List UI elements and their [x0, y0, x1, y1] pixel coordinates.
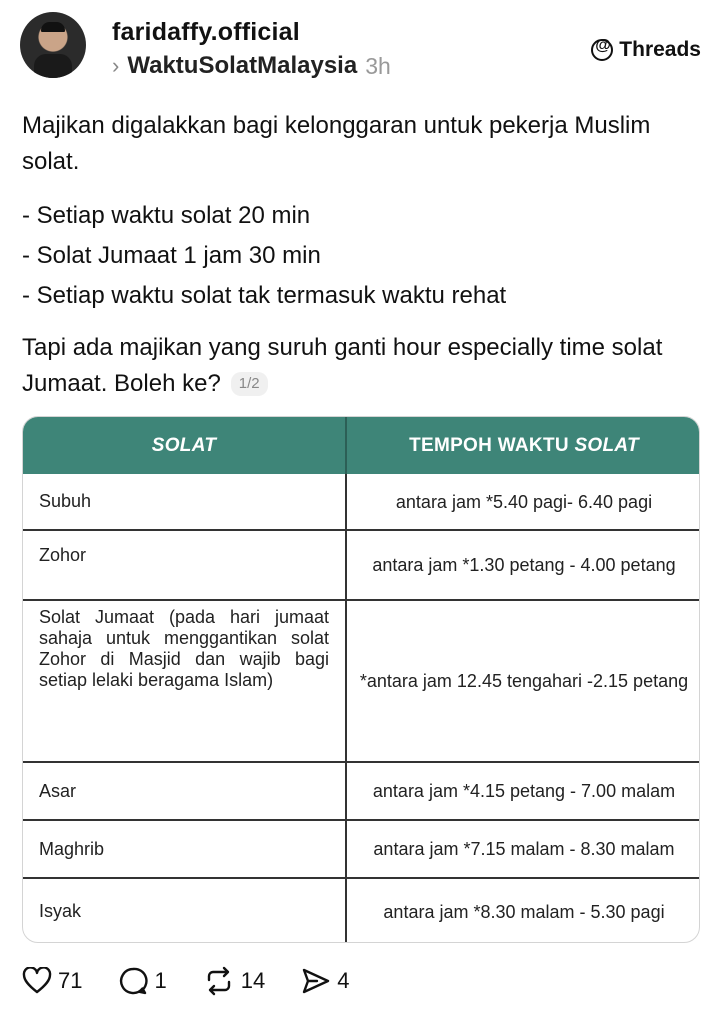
threads-logo-icon	[591, 39, 613, 61]
cell-tempoh: antara jam *1.30 petang - 4.00 petang	[346, 530, 700, 600]
post-header	[0, 0, 723, 100]
post-paragraph-2	[22, 330, 702, 402]
post-paragraph-1: Majikan digalakkan bagi kelonggaran untuk pekerja Muslim solat.	[22, 112, 651, 175]
prayer-time-table	[23, 417, 700, 943]
cell-tempoh: antara jam *8.30 malam - 5.30 pagi	[346, 878, 700, 943]
post-time: 3h	[365, 52, 391, 79]
cell-solat: Subuh	[23, 474, 346, 530]
comment-icon	[118, 966, 148, 996]
table-row	[23, 474, 700, 530]
like-button[interactable]	[22, 967, 82, 995]
table-row	[23, 530, 700, 600]
username[interactable]: faridaffy.official	[112, 18, 300, 46]
chevron-right-icon: ›	[112, 53, 120, 78]
share-count: 4	[337, 968, 350, 993]
table-header-solat: SOLAT	[23, 417, 346, 474]
attached-image-table[interactable]	[22, 416, 700, 943]
channel-name[interactable]: WaktuSolatMalaysia	[127, 52, 358, 79]
cell-tempoh: antara jam *4.15 petang - 7.00 malam	[346, 762, 700, 820]
threads-label: Threads	[619, 38, 701, 61]
table-row	[23, 820, 700, 878]
reply-count: 1	[154, 968, 167, 993]
page-indicator: 1/2	[231, 372, 268, 396]
breadcrumb	[112, 52, 391, 80]
repost-icon	[203, 966, 235, 996]
table-header-tempoh: TEMPOH WAKTU SOLAT	[346, 417, 700, 474]
cell-tempoh: antara jam *5.40 pagi- 6.40 pagi	[346, 474, 700, 530]
list-item: - Solat Jumaat 1 jam 30 min	[22, 242, 321, 269]
like-count: 71	[58, 968, 83, 993]
table-row	[23, 762, 700, 820]
post-list	[22, 196, 506, 316]
share-button[interactable]	[301, 967, 349, 995]
send-icon	[301, 967, 331, 995]
repost-button[interactable]	[203, 966, 265, 996]
table-row	[23, 600, 700, 762]
cell-solat: Solat Jumaat (pada hari jumaat sahaja untuk menggantikan solat Zohor di Masjid dan wajib bagi setiap lelaki beragama Islam)	[23, 600, 346, 762]
list-item: - Setiap waktu solat tak termasuk waktu rehat	[22, 282, 507, 309]
cell-solat: Asar	[23, 762, 346, 820]
heart-icon	[22, 967, 52, 995]
cell-tempoh: *antara jam 12.45 tengahari -2.15 petang	[346, 600, 700, 762]
cell-solat: Zohor	[23, 530, 346, 600]
list-item: - Setiap waktu solat 20 min	[22, 202, 311, 229]
paragraph-2-text: Tapi ada majikan yang suruh ganti hour especially time solat Jumaat. Boleh ke?	[22, 334, 663, 397]
reply-button[interactable]	[118, 966, 166, 996]
cell-solat: Isyak	[23, 878, 346, 943]
table-row	[23, 878, 700, 943]
avatar[interactable]	[20, 12, 86, 78]
cell-tempoh: antara jam *7.15 malam - 8.30 malam	[346, 820, 700, 878]
action-bar	[22, 966, 385, 996]
cell-solat: Maghrib	[23, 820, 346, 878]
repost-count: 14	[240, 968, 266, 993]
threads-badge	[591, 38, 701, 62]
